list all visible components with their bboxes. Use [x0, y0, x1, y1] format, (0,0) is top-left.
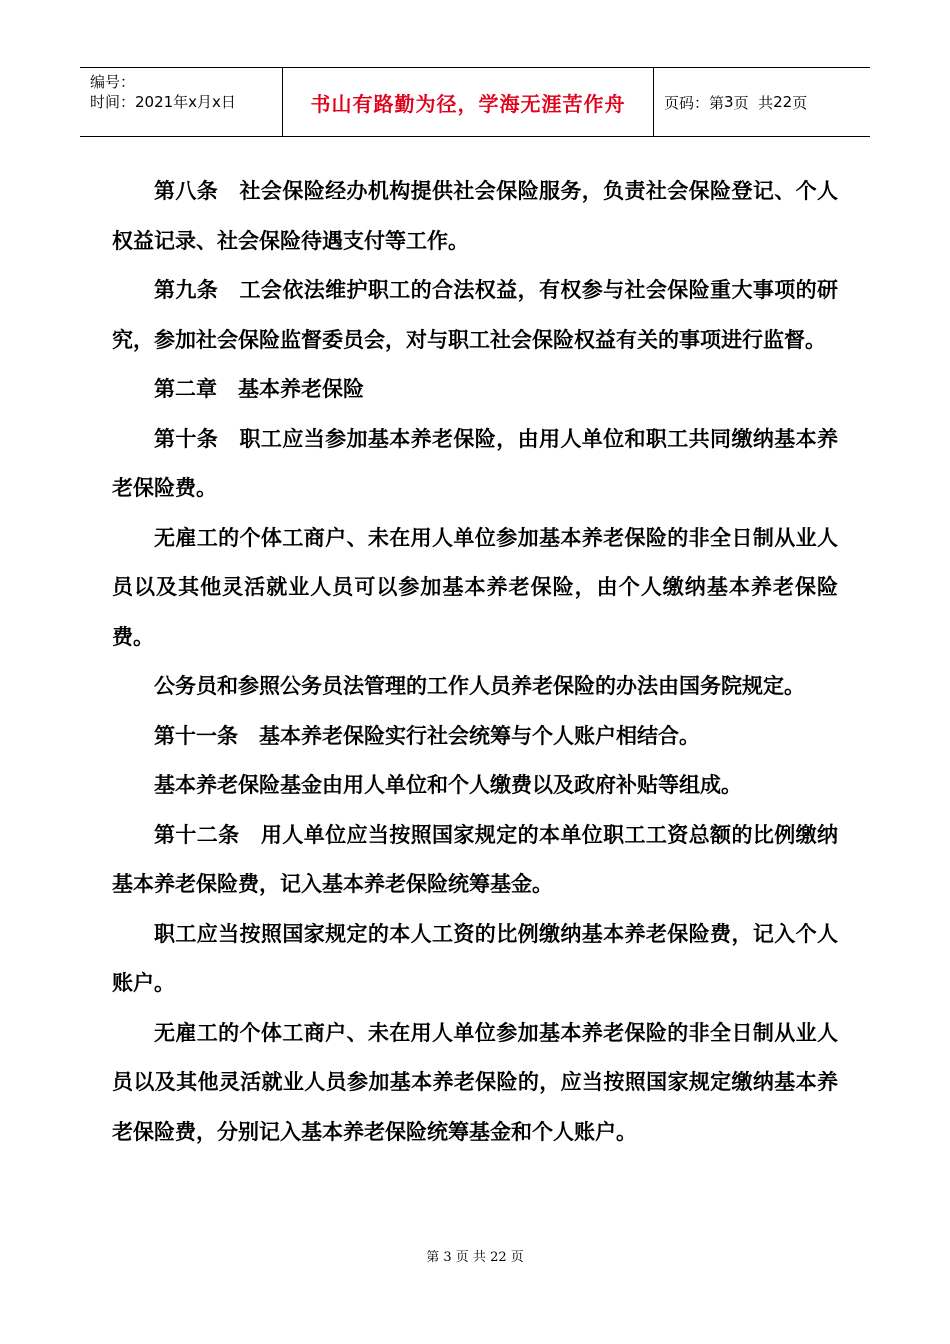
- paragraph: 第十一条 基本养老保险实行社会统筹与个人账户相结合。: [154, 723, 700, 748]
- paragraph: 第十二条 用人单位应当按照国家规定的本单位职工工资总额的比例缴纳基本养老保险费，记入基本养老保险统筹基金。: [112, 822, 838, 896]
- footer-page-current: 3: [443, 1250, 452, 1265]
- header-page-label: 页码：第: [664, 93, 725, 112]
- paragraph: 无雇工的个体工商户、未在用人单位参加基本养老保险的非全日制从业人员以及其他灵活就业人员参加基本养老保险的，应当按照国家规定缴纳基本养老保险费，分别记入基本养老保险统筹基金和个人账户。: [112, 1020, 838, 1144]
- footer-prefix: 第: [426, 1250, 440, 1265]
- paragraph: 第九条 工会依法维护职工的合法权益，有权参与社会保险重大事项的研究，参加社会保险监督委员会，对与职工社会保险权益有关的事项进行监督。: [112, 278, 838, 352]
- page-header: [80, 67, 870, 137]
- paragraph: 第八条 社会保险经办机构提供社会保险服务，负责社会保险登记、个人权益记录、社会保险待遇支付等工作。: [112, 179, 838, 253]
- paragraph: 无雇工的个体工商户、未在用人单位参加基本养老保险的非全日制从业人员以及其他灵活就业人员可以参加基本养老保险，由个人缴纳基本养老保险费。: [112, 525, 838, 649]
- header-motto: 书山有路勤为径，学海无涯苦作舟: [282, 68, 654, 136]
- footer-suffix: 页: [510, 1250, 524, 1265]
- header-page-end: 页: [792, 93, 808, 112]
- paragraph: 公务员和参照公务员法管理的工作人员养老保险的办法由国务院规定。: [154, 674, 805, 698]
- paragraph: 基本养老保险基金由用人单位和个人缴费以及政府补贴等组成。: [154, 773, 742, 797]
- document-date-label: 时间：2021年x月x日: [90, 93, 236, 111]
- document-body: [112, 167, 838, 1157]
- header-page-current: 3: [724, 93, 734, 111]
- chapter-heading: 第二章 基本养老保险: [154, 377, 364, 401]
- header-page-total: 22: [773, 93, 793, 111]
- paragraph: 职工应当按照国家规定的本人工资的比例缴纳基本养老保险费，记入个人账户。: [112, 921, 838, 995]
- footer-mid: 页 共: [455, 1250, 486, 1265]
- paragraph: 第十条 职工应当参加基本养老保险，由用人单位和职工共同缴纳基本养老保险费。: [112, 426, 838, 500]
- document-number-label: 编号：: [90, 73, 136, 91]
- header-page-mid: 页 共: [733, 93, 774, 112]
- header-meta: [80, 68, 282, 136]
- footer-page-total: 22: [490, 1250, 507, 1265]
- header-page-info: [654, 68, 870, 136]
- page-footer: [0, 1246, 950, 1265]
